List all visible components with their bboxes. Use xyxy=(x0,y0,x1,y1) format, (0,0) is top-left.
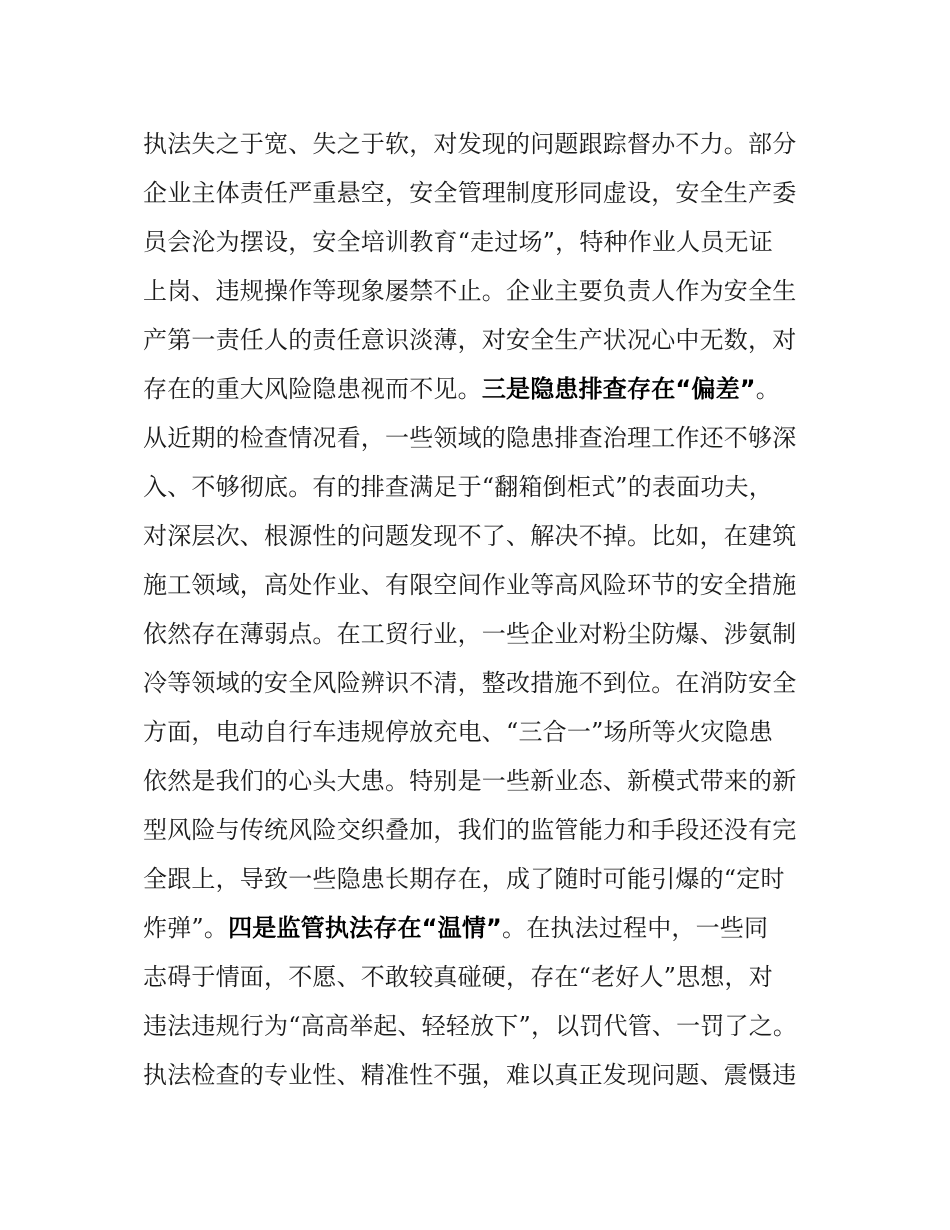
text-line xyxy=(143,512,833,561)
body-text-segment: 执法失之于宽、失之于软，对发现的问题跟踪督办不力。部分 xyxy=(143,130,797,158)
body-text-segment: 冷等领域的安全风险辨识不清，整改措施不到位。在消防安全 xyxy=(143,669,797,697)
text-line xyxy=(143,610,833,659)
body-text-segment: 执法检查的专业性、精准性不强，难以真正发现问题、震慑违 xyxy=(143,1061,797,1089)
text-line xyxy=(143,463,833,512)
text-line xyxy=(143,904,833,953)
text-line xyxy=(143,120,833,169)
body-text-segment: 员会沦为摆设，安全培训教育“走过场”，特种作业人员无证 xyxy=(143,228,773,256)
bold-heading-text: 三是隐患排查存在“偏差” xyxy=(481,375,756,403)
body-text-segment: 产第一责任人的责任意识淡薄，对安全生产状况心中无数，对 xyxy=(143,326,797,354)
body-text-segment: 志碍于情面，不愿、不敢较真碰硬，存在“老好人”思想，对 xyxy=(143,963,773,991)
text-line xyxy=(143,414,833,463)
text-line xyxy=(143,1002,833,1051)
body-text-segment: 企业主体责任严重悬空，安全管理制度形同虚设，安全生产委 xyxy=(143,179,797,207)
body-text-segment: 违法违规行为“高高举起、轻轻放下”，以罚代管、一罚了之。 xyxy=(143,1012,798,1040)
text-line xyxy=(143,169,833,218)
text-line xyxy=(143,708,833,757)
text-line xyxy=(143,365,833,414)
body-text-segment: 炸弹”。 xyxy=(143,914,229,942)
bold-heading-text: 四是监管执法存在“温情” xyxy=(228,914,503,942)
body-text-segment: 上岗、违规操作等现象屡禁不止。企业主要负责人作为安全生 xyxy=(143,277,797,305)
text-line xyxy=(143,806,833,855)
text-line xyxy=(143,757,833,806)
body-text-segment: 入、不够彻底。有的排查满足于“翻箱倒柜式”的表面功夫， xyxy=(143,473,773,501)
text-line xyxy=(143,855,833,904)
body-text-segment: 。在执法过程中，一些同 xyxy=(502,914,769,942)
body-text-segment: 存在的重大风险隐患视而不见。 xyxy=(143,375,482,403)
text-line xyxy=(143,267,833,316)
body-text xyxy=(143,120,833,1100)
body-text-segment: 依然存在薄弱点。在工贸行业，一些企业对粉尘防爆、涉氨制 xyxy=(143,620,797,648)
body-text-segment: 方面，电动自行车违规停放充电、“三合一”场所等火灾隐患 xyxy=(143,718,773,746)
body-text-segment: 依然是我们的心头大患。特别是一些新业态、新模式带来的新 xyxy=(143,767,797,795)
body-text-segment: 全跟上，导致一些隐患长期存在，成了随时可能引爆的“定时 xyxy=(143,865,785,893)
body-text-segment: 对深层次、根源性的问题发现不了、解决不掉。比如，在建筑 xyxy=(143,522,797,550)
body-text-segment: 从近期的检查情况看，一些领域的隐患排查治理工作还不够深 xyxy=(143,424,797,452)
body-text-segment: 型风险与传统风险交织叠加，我们的监管能力和手段还没有完 xyxy=(143,816,797,844)
text-line xyxy=(143,953,833,1002)
text-line xyxy=(143,659,833,708)
body-text-segment: 。 xyxy=(755,375,780,403)
text-line xyxy=(143,218,833,267)
text-line xyxy=(143,561,833,610)
body-text-segment: 施工领域，高处作业、有限空间作业等高风险环节的安全措施 xyxy=(143,571,797,599)
text-line xyxy=(143,1051,833,1100)
text-line xyxy=(143,316,833,365)
